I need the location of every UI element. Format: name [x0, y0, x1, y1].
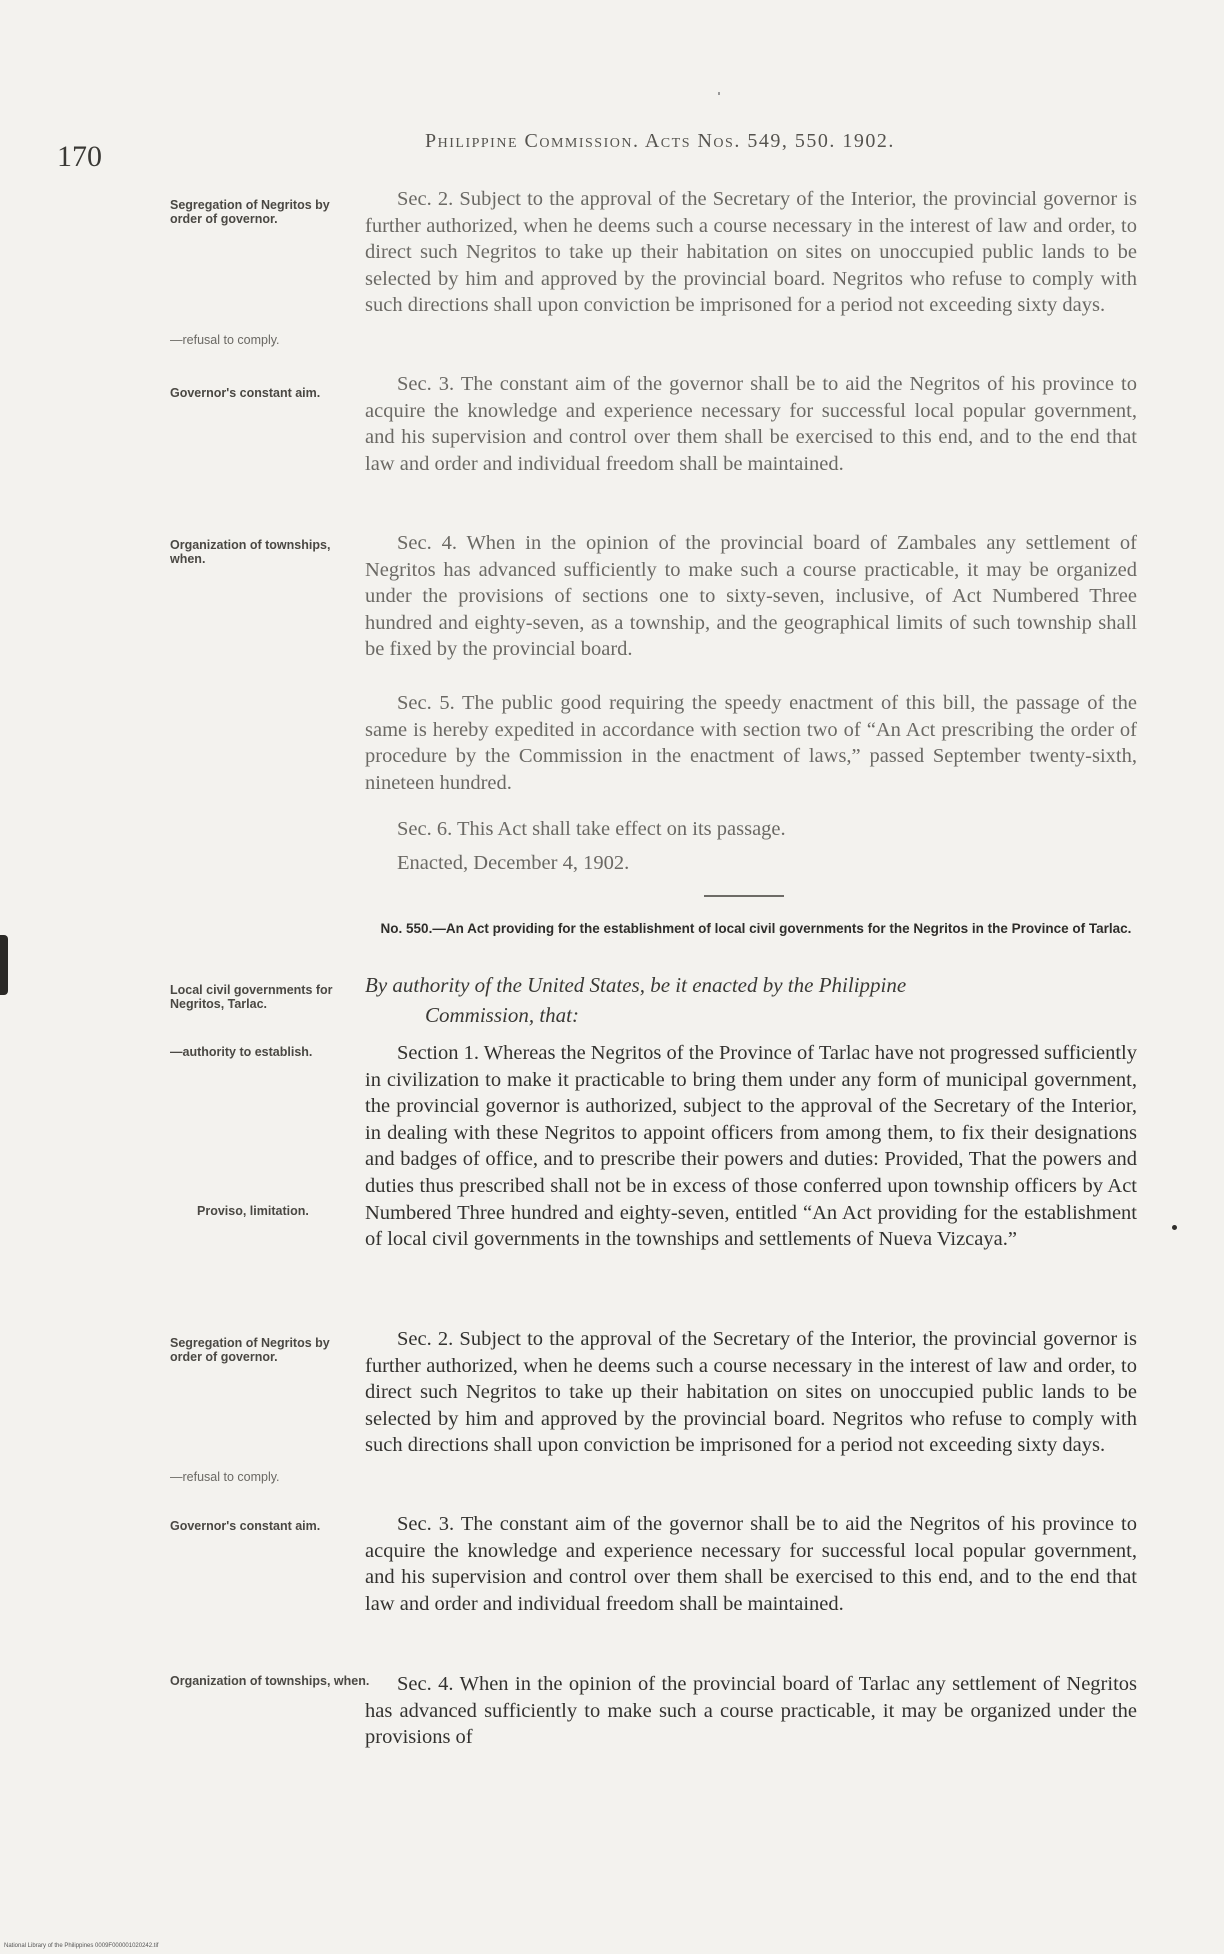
act549-sec4-text: Sec. 4. When in the opinion of the provincial board of Zambales any settlement of Negritos has advanced sufficiently to make such a course practicable, it may be organized under the provisions of sections one to sixty-seven, inclusive, of Act Numbered Three hundred and eighty-seven, as a township, and the geographical limits of such township shall be fixed by the provincial board.: [365, 532, 1137, 661]
enacting-line-2: Commission, that:: [425, 1003, 580, 1027]
margin-note-segregation: Segregation of Negritos by order of governor.: [170, 198, 330, 226]
act549-section-6: [365, 816, 1137, 843]
act550-sec4-text: Sec. 4. When in the opinion of the provincial board of Tarlac any settlement of Negritos has advanced sufficiently to make such a course practicable, it may be organized under the provisions of: [365, 1673, 1137, 1749]
running-head: Philippine Commission. Acts Nos. 549, 550. 1902.: [425, 130, 895, 152]
margin-note-segregation-2: Segregation of Negritos by order of governor.: [170, 1336, 330, 1364]
act549-sec6-text: Sec. 6. This Act shall take effect on its passage.: [397, 818, 786, 840]
act549-section-3: [365, 371, 1137, 477]
act549-enacted-text: Enacted, December 4, 1902.: [397, 852, 630, 874]
act549-sec5-text: Sec. 5. The public good requiring the speedy enactment of this bill, the passage of the same is hereby expedited in accordance with section two of “An Act prescribing the order of procedure by the Commission in the enactment of laws,” passed September twenty-sixth, nineteen hundred.: [365, 692, 1137, 794]
page-header: [0, 128, 1224, 173]
footer-credit: National Library of the Philippines 0009F000001020242.tif: [4, 1943, 159, 1949]
margin-note-local-civil: Local civil governments for Negritos, Tarlac.: [170, 983, 333, 1011]
enacting-line-1: By authority of the United States, be it enacted by the Philippine: [365, 973, 907, 997]
scan-mark: [718, 92, 720, 95]
act549-sec2-text: Sec. 2. Subject to the approval of the Secretary of the Interior, the provincial governor is further authorized, when he deems such a course necessary in the interest of law and order, to direct such Negritos to take up their habitation on sites on unoccupied public lands to be selected by him and approved by the provincial board. Negritos who refuse to comply with such directions shall upon conviction be imprisoned for a period not exceeding sixty days.: [365, 188, 1137, 317]
margin-note-proviso: Proviso, limitation.: [197, 1204, 309, 1218]
act550-section-2: [365, 1326, 1137, 1459]
margin-note-authority: —authority to establish.: [170, 1045, 313, 1059]
scan-dot: [1172, 1225, 1177, 1230]
act550-sec1-text: Section 1. Whereas the Negritos of the Province of Tarlac have not progressed sufficiently in civilization to make it practicable to bring them under any form of municipal government, the provincial governor is authorized, subject to the approval of the Secretary of the Interior, in dealing with these Negritos to appoint officers from among them, to fix their designations and badges of office, and to prescribe their powers and duties: Provided, That the powers and duties thus prescribed shall not be in excess of those conferred upon township officers by Act Numbered Three hundred and eighty-seven, entitled “An Act providing for the establishment of local civil governments in the townships and settlements of Nueva Vizcaya.”: [365, 1042, 1137, 1251]
section-divider: [704, 895, 784, 897]
act550-title: No. 550.—An Act providing for the establishment of local civil governments for the Negritos in the Province of Tarlac.: [380, 921, 1132, 936]
scan-edge-mark: [0, 935, 8, 995]
page-number: 170: [57, 140, 102, 173]
margin-note-organization: Organization of townships, when.: [170, 538, 331, 566]
act549-section-4: [365, 530, 1137, 663]
act550-section-3: [365, 1511, 1137, 1617]
margin-note-organization-2: Organization of townships, when.: [170, 1674, 370, 1688]
act549-enacted: [365, 850, 1137, 877]
act550-sec2-text: Sec. 2. Subject to the approval of the Secretary of the Interior, the provincial governor is further authorized, when he deems such a course necessary in the interest of law and order, to direct such Negritos to take up their habitation on sites on unoccupied public lands to be selected by him and approved by the provincial board. Negritos who refuse to comply with such directions shall upon conviction be imprisoned for a period not exceeding sixty days.: [365, 1328, 1137, 1457]
enacting-clause: [365, 970, 1137, 1030]
act550-section-1: [365, 1040, 1137, 1253]
act549-section-5: [365, 690, 1137, 796]
margin-note-refusal: —refusal to comply.: [170, 333, 280, 347]
margin-note-governor-aim-2: Governor's constant aim.: [170, 1519, 321, 1533]
act549-section-2: [365, 186, 1137, 319]
act550-sec3-text: Sec. 3. The constant aim of the governor shall be to aid the Negritos of his province to acquire the knowledge and experience necessary for successful local popular government, and his supervision and control over them shall be exercised to this end, and to the end that law and order and individual freedom shall be maintained.: [365, 1513, 1137, 1615]
act550-section-4: [365, 1671, 1137, 1751]
margin-note-governor-aim: Governor's constant aim.: [170, 386, 321, 400]
margin-note-refusal-2: —refusal to comply.: [170, 1470, 280, 1484]
act549-sec3-text: Sec. 3. The constant aim of the governor shall be to aid the Negritos of his province to acquire the knowledge and experience necessary for successful local popular government, and his supervision and control over them shall be exercised to this end, and to the end that law and order and individual freedom shall be maintained.: [365, 373, 1137, 475]
